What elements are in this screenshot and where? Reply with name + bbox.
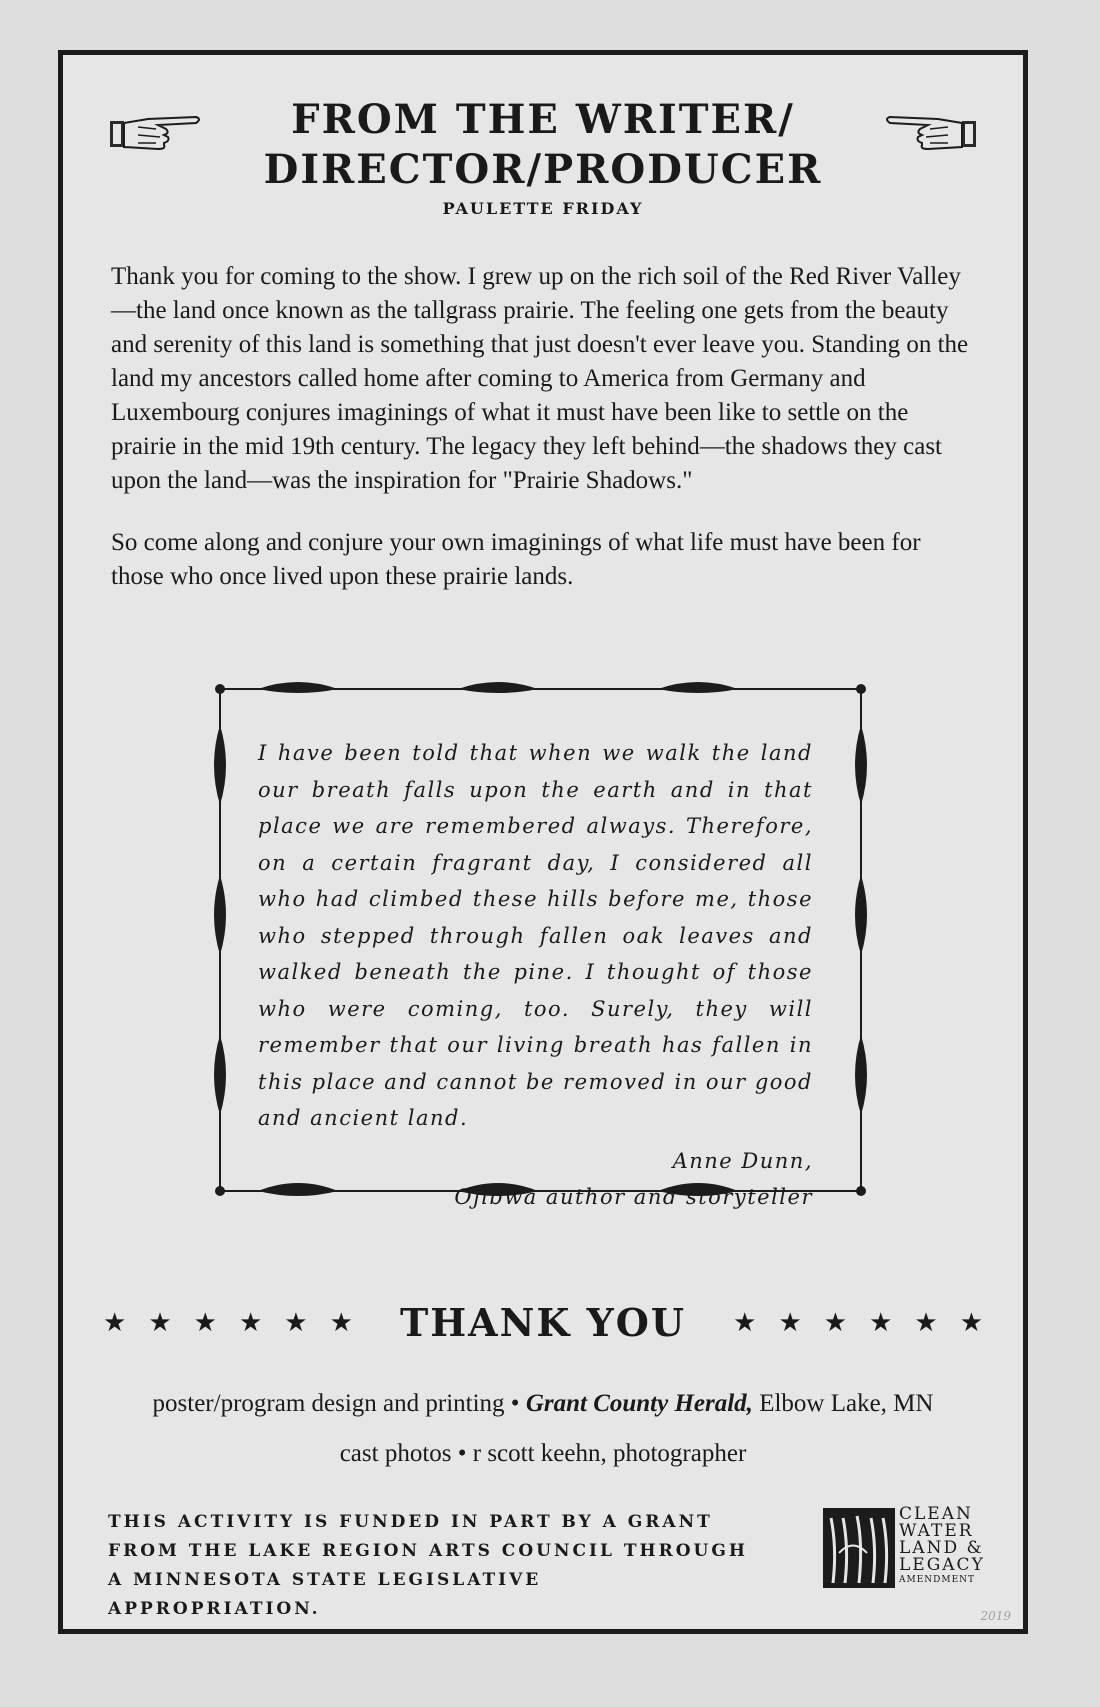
credit-photos: cast photos • r scott keehn, photographer xyxy=(339,1440,747,1467)
star-icon: ★ xyxy=(103,1307,127,1337)
quote-attribution xyxy=(454,1143,813,1215)
logo-line: LEGACY xyxy=(899,1555,985,1575)
quote-text: I have been told that when we walk the land our breath falls upon the earth and in that place we are remembered always. Therefore, on a certain fragrant day, I considered all who had climbed these hills before me, those who stepped through fallen oak leaves and walked beneath the pine. I thought of those who were coming, too. Surely, they will remember that our living breath has fallen in this place and cannot be removed in our good and ancient land. xyxy=(258,741,813,1130)
star-icon: ★ xyxy=(329,1307,353,1337)
star-icon: ★ xyxy=(869,1307,893,1337)
header xyxy=(63,95,1023,218)
thank-you-title: THANK YOU xyxy=(399,1300,687,1345)
logo-line: LAND & xyxy=(899,1538,984,1558)
letter-paragraph: Thank you for coming to the show. I grew up on the rich soil of the Red River Valley —the land once known as the tallgrass prairie. The feeling one gets from the beauty and serenity of this land is something that just doesn't ever leave you. Standing on the land my ancestors called home after coming to America from Germany and Luxembourg conjures imaginings of what it must have been like to settle on the prairie in the mid 19th century. The legacy they left behind—the shadows they cast upon the land—was the inspiration for "Prairie Shadows." xyxy=(111,263,969,494)
star-icon: ★ xyxy=(238,1307,263,1337)
star-icon: ★ xyxy=(914,1307,938,1337)
letter-paragraph: So come along and conjure your own imaginings of what life must have been for those who once lived upon these prairie lands. xyxy=(111,529,921,590)
quote-box xyxy=(208,675,873,1209)
funding-statement: THIS ACTIVITY IS FUNDED IN PART BY A GRANT FROM THE LAKE REGION ARTS COUNCIL THROUGH A MINNESOTA STATE LEGISLATIVE APPROPRIATION. xyxy=(108,1512,748,1619)
star-row-left xyxy=(103,1308,353,1338)
year-mark: 2019 xyxy=(980,1609,1011,1623)
page-title-line2: DIRECTOR/PRODUCER xyxy=(263,146,823,193)
credit-design xyxy=(63,1390,1023,1418)
star-icon: ★ xyxy=(959,1307,983,1337)
star-row-right xyxy=(733,1308,983,1338)
star-icon: ★ xyxy=(193,1307,217,1337)
credit-location: Elbow Lake, MN xyxy=(752,1390,934,1417)
legacy-logo-icon xyxy=(823,1508,895,1588)
page-title-line1: FROM THE WRITER/ xyxy=(291,96,795,143)
star-icon: ★ xyxy=(823,1307,848,1337)
author-name: PAULETTE FRIDAY xyxy=(442,199,644,218)
logo-text xyxy=(899,1506,999,1586)
logo-line: AMENDMENT xyxy=(899,1575,976,1585)
star-icon: ★ xyxy=(778,1307,802,1337)
credit-prefix: poster/program design and printing • xyxy=(152,1390,526,1417)
star-icon: ★ xyxy=(148,1307,172,1337)
star-icon: ★ xyxy=(733,1307,757,1337)
logo-line: CLEAN xyxy=(899,1504,973,1524)
logo-line: WATER xyxy=(899,1521,974,1541)
quote-author-description: Ojibwa author and storyteller xyxy=(454,1185,813,1209)
thank-you-heading xyxy=(103,1300,983,1345)
credit-publication: Grant County Herald, xyxy=(525,1390,753,1417)
letter-body xyxy=(111,260,975,622)
page-frame xyxy=(58,50,1028,1634)
quote-author: Anne Dunn, xyxy=(672,1149,813,1173)
star-icon: ★ xyxy=(284,1307,308,1337)
clean-water-land-legacy-logo xyxy=(823,1504,993,1590)
